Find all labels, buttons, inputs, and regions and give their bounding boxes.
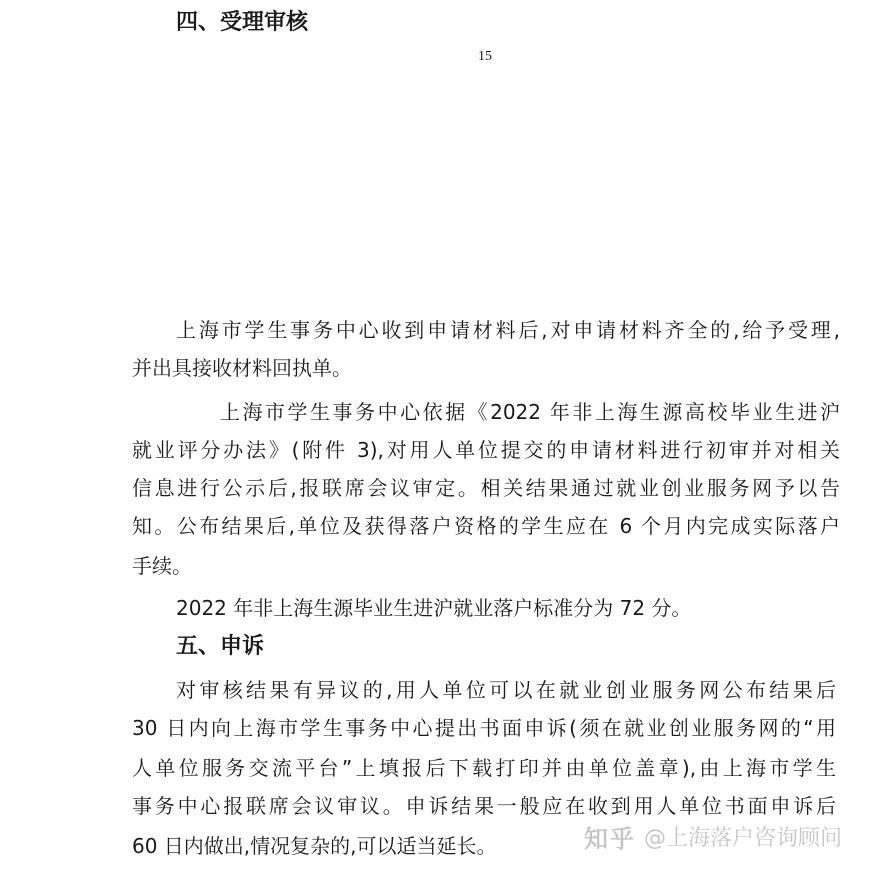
paragraph-line: 信息进行公示后,报联席会议审定。相关结果通过就业创业服务网予以告 (132, 476, 840, 500)
paragraph-line: 并出具接收材料回执单。 (132, 356, 352, 380)
zhihu-logo: 知乎 (584, 824, 636, 853)
paragraph-line: 上海市学生事务中心依据《2022 年非上海生源高校毕业生进沪 (220, 400, 840, 424)
paragraph-line: 30 日内向上海市学生事务中心提出书面申诉(须在就业创业服务网的“用 (132, 716, 836, 740)
paragraph-line: 上海市学生事务中心收到申请材料后,对申请材料齐全的,给予受理, (176, 318, 840, 342)
page-number: 15 (478, 49, 492, 64)
paragraph-line: 2022 年非上海生源毕业生进沪就业落户标准分为 72 分。 (176, 596, 692, 620)
watermark-author: @上海落户咨询顾问 (644, 825, 843, 851)
paragraph-line: 人单位服务交流平台”上填报后下载打印并由单位盖章),由上海市学生 (132, 756, 836, 780)
zhihu-watermark (584, 820, 842, 852)
paragraph-line: 手续。 (132, 554, 192, 578)
paragraph-line: 事务中心报联席会议审议。申诉结果一般应在收到用人单位书面申诉后 (132, 794, 836, 818)
section-heading-acceptance-review: 四、受理审核 (176, 10, 309, 35)
paragraph-line: 60 日内做出,情况复杂的,可以适当延长。 (132, 834, 497, 858)
paragraph-line: 对审核结果有异议的,用人单位可以在就业创业服务网公布结果后 (176, 678, 836, 702)
section-heading-appeal: 五、申诉 (176, 634, 265, 659)
paragraph-line: 就业评分办法》(附件 3),对用人单位提交的申请材料进行初审并对相关 (132, 438, 840, 462)
paragraph-line: 知。公布结果后,单位及获得落户资格的学生应在 6 个月内完成实际落户 (132, 514, 840, 538)
